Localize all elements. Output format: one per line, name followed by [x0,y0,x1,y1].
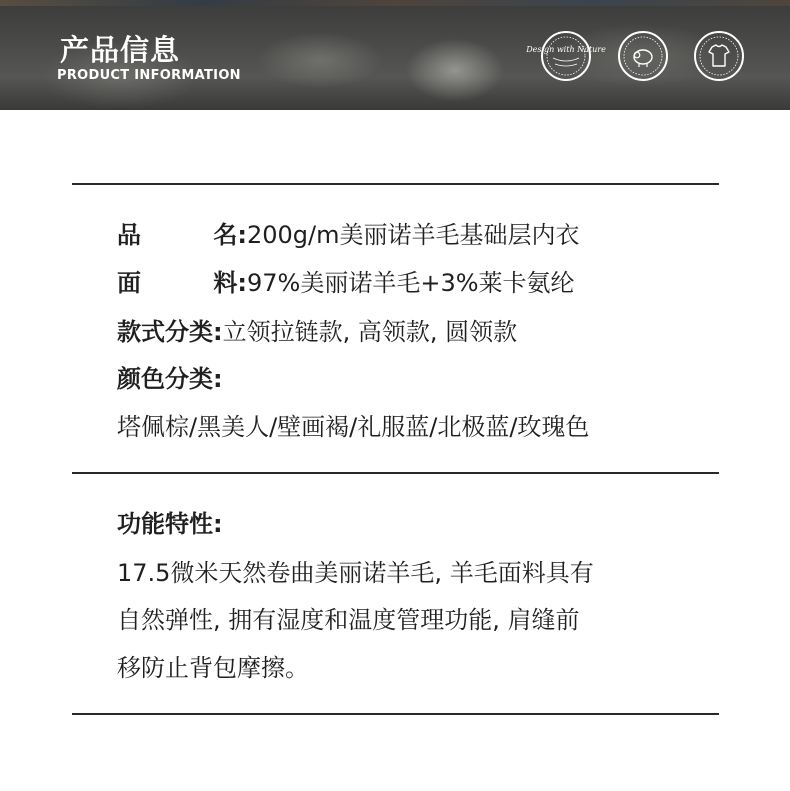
features-label: 功能特性: [117,510,223,538]
spec-value-name: 200g/m美丽诺羊毛基础层内衣 [247,221,580,249]
spec-row-name [117,220,580,250]
header-banner [0,0,790,110]
spec-label-style: 款式分类: [117,318,223,346]
spec-row-style [117,317,517,347]
spec-row-color [117,364,223,394]
spec-value-color: 塔佩棕/黑美人/壁画褐/礼服蓝/北极蓝/玫瑰色 [117,413,590,441]
divider-middle [72,472,719,474]
spec-value-fabric: 97%美丽诺羊毛+3%莱卡氨纶 [247,269,575,297]
badge-text-design: Design with Nature [526,45,606,54]
features-line-1: 17.5微米天然卷曲美丽诺羊毛, 羊毛面料具有 [117,559,594,587]
divider-top [72,183,719,185]
spec-label-name: 品 名: [117,221,247,249]
spec-label-fabric: 面 料: [117,269,247,297]
spec-label-color: 颜色分类: [117,365,223,393]
spec-value-style: 立领拉链款, 高领款, 圆领款 [222,318,518,346]
spec-row-fabric [117,268,575,298]
page-subtitle: PRODUCT INFORMATION [57,68,241,83]
merino-wool-sheep-badge-icon [618,31,668,81]
features-line-3: 移防止背包摩擦。 [117,654,309,682]
design-with-nature-badge-icon [526,31,606,81]
page-title: 产品信息 [60,33,181,67]
features-line-2: 自然弹性, 拥有湿度和温度管理功能, 肩缝前 [117,606,580,634]
tshirt-badge-icon [694,31,744,81]
divider-bottom [72,713,719,715]
